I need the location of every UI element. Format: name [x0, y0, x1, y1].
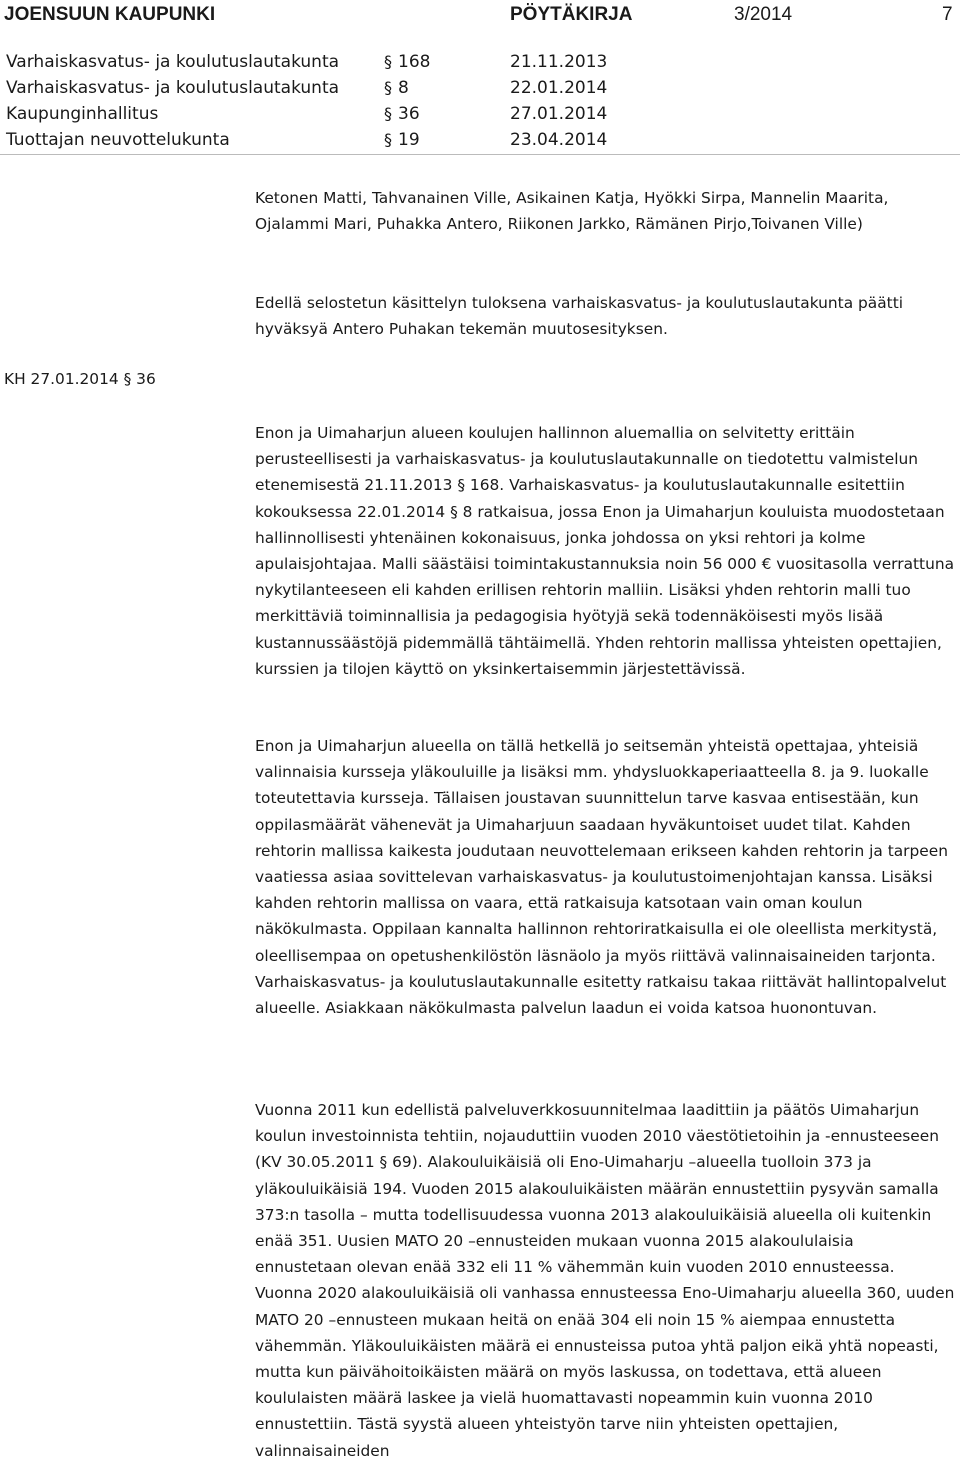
meeting-section: 36: [398, 104, 420, 124]
meeting-reference-table: [0, 52, 960, 156]
section-sign-icon: §: [384, 52, 392, 71]
body-paragraph: Enon ja Uimaharjun alueen koulujen hallinnon aluemallia on selvitetty erittäin perusteellisesti ja varhaiskasvatus- ja koulutuslautakunnalle on tiedotettu valmistelun etenemisestä 21.11.2013 § 168. Varhaiskasvatus- ja koulutuslautakunnalle esitettiin kokouksessa 22.01.2014 § 8 ratkaisua, jossa Enon ja Uimaharjun kouluista muodostetaan hallinnollisesti yhtenäinen kokonaisuus, jonka johdossa on yksi rehtori ja kolme apulaisjohtajaa. Malli säästäisi toimintakustannuksia noin 56 000 € vuositasolla verrattuna nykytilanteeseen eli kahden erillisen rehtorin malliin. Lisäksi yhden rehtorin malli tuo merkittäviä toiminnallisia ja pedagogisia hyötyjä sekä todennäköisesti myös lisää kustannussäästöjä pidemmällä tähtäimellä. Yhden rehtorin mallissa yhteisten opettajien, kurssien ja tilojen käyttö on yksinkertaisemmin järjestettävissä.: [255, 424, 955, 678]
document-type: PÖYTÄKIRJA: [510, 4, 633, 25]
meeting-body: Varhaiskasvatus- ja koulutuslautakunta: [6, 78, 340, 98]
attendees-paragraph: Ketonen Matti, Tahvanainen Ville, Asikainen Katja, Hyökki Sirpa, Mannelin Maarita, Ojalammi Mari, Puhakka Antero, Riikonen Jarkko, Rämänen Pirjo,Toivanen Ville): [255, 189, 889, 234]
attendees-block: [255, 185, 955, 237]
meeting-section: 8: [398, 78, 409, 98]
meeting-row: [0, 78, 960, 104]
section-sign-icon: §: [384, 104, 392, 123]
meeting-body: Varhaiskasvatus- ja koulutuslautakunta: [6, 52, 340, 72]
decision-block: [255, 290, 955, 342]
meeting-row: [0, 104, 960, 130]
section-sign-icon: §: [384, 78, 392, 97]
body-paragraph-2-block: [255, 733, 955, 1021]
section-sign-icon: §: [384, 130, 392, 149]
page-number: 7: [942, 4, 953, 25]
meeting-date: 23.04.2014: [510, 130, 608, 150]
organization-name: JOENSUUN KAUPUNKI: [4, 4, 216, 25]
meeting-date: 22.01.2014: [510, 78, 608, 98]
document-header: [0, 0, 960, 30]
kh-section-reference: KH 27.01.2014 § 36: [4, 370, 156, 388]
meeting-date: 27.01.2014: [510, 104, 608, 124]
body-paragraph-3-block: [255, 1097, 955, 1464]
body-paragraph: Enon ja Uimaharjun alueella on tällä hetkellä jo seitsemän yhteistä opettajaa, yhteisiä valinnaisia kursseja yläkouluille ja lisäksi mm. yhdysluokkaperiaatteella 8. ja 9. luokalle toteutettavia kursseja. Tällaisen joustavan suunnittelun tarve kasvaa entisestään, kun oppilasmäärät vähenevät ja Uimaharjuun saadaan hyväkuntoiset uudet tilat. Kahden rehtorin mallissa kaikesta joudutaan neuvottelemaan erikseen kahden rehtorin ja tarpeen vaatiessa asiaa sovittelevan varhaiskasvatus- ja koulutustoimenjohtajan kanssa. Lisäksi kahden rehtorin mallissa on vaara, että ratkaisuja katsotaan vain oman koulun näkökulmasta. Oppilaan kannalta hallinnon rehtoriratkaisulla ei ole oleellista merkitystä, oleellisempaa on opetushenkilöstön läsnäolo ja myös riittävä valinnaisaineiden tarjonta. Varhaiskasvatus- ja koulutuslautakunnalle esitetty ratkaisu takaa riittävät hallintopalvelut alueelle. Asiakkaan näkökulmasta palvelun laadun ei voida katsoa huonontuvan.: [255, 737, 948, 1018]
meeting-body: Kaupunginhallitus: [6, 104, 159, 124]
decision-paragraph: Edellä selostetun käsittelyn tuloksena varhaiskasvatus- ja koulutuslautakunta päätti hyväksyä Antero Puhakan tekemän muutosesityksen.: [255, 294, 904, 339]
meeting-section: 19: [398, 130, 420, 150]
meeting-date: 21.11.2013: [510, 52, 608, 72]
meeting-body: Tuottajan neuvottelukunta: [6, 130, 230, 150]
header-divider: [0, 154, 960, 155]
meeting-section: 168: [398, 52, 431, 72]
meeting-row: [0, 130, 960, 156]
document-number: 3/2014: [734, 4, 793, 25]
meeting-row: [0, 52, 960, 78]
body-paragraph: Vuonna 2011 kun edellistä palveluverkkosuunnitelmaa laadittiin ja päätös Uimaharjun koulun investoinnista tehtiin, nojauduttiin vuoden 2010 väestötietoihin ja -ennusteeseen (KV 30.05.2011 § 69). Alakouluikäisiä oli Eno-Uimaharju –alueella tuolloin 373 ja yläkouluikäisiä 194. Vuoden 2015 alakouluikäisten määrän ennustettiin pysyvän samalla 373:n tasolla – mutta todellisuudessa vuonna 2013 alakouluikäisiä alueella oli kuitenkin enää 351. Uusien MATO 20 –ennusteiden mukaan vuonna 2015 alakoululaisia ennustetaan olevan enää 332 eli 11 % vähemmän kuin vuoden 2010 ennusteessa. Vuonna 2020 alakouluikäisiä oli vanhassa ennusteessa Eno-Uimaharju alueella 360, uuden MATO 20 –ennusteen mukaan heitä on enää 304 eli noin 15 % aiempaa ennustetta vähemmän. Yläkouluikäisten määrä ei ennusteissa putoa yhtä paljon eikä yhtä nopeasti, mutta kun päivähoitoikäisten määrä on myös laskussa, on todettava, että alueen koululaisten määrä laskee ja vielä huomattavasti nopeammin kuin vuonna 2010 ennustettiin. Tästä syystä alueen yhteistyön tarve niin yhteisten opettajien, valinnaisaineiden: [255, 1101, 955, 1460]
body-paragraph-1-block: [255, 420, 955, 682]
